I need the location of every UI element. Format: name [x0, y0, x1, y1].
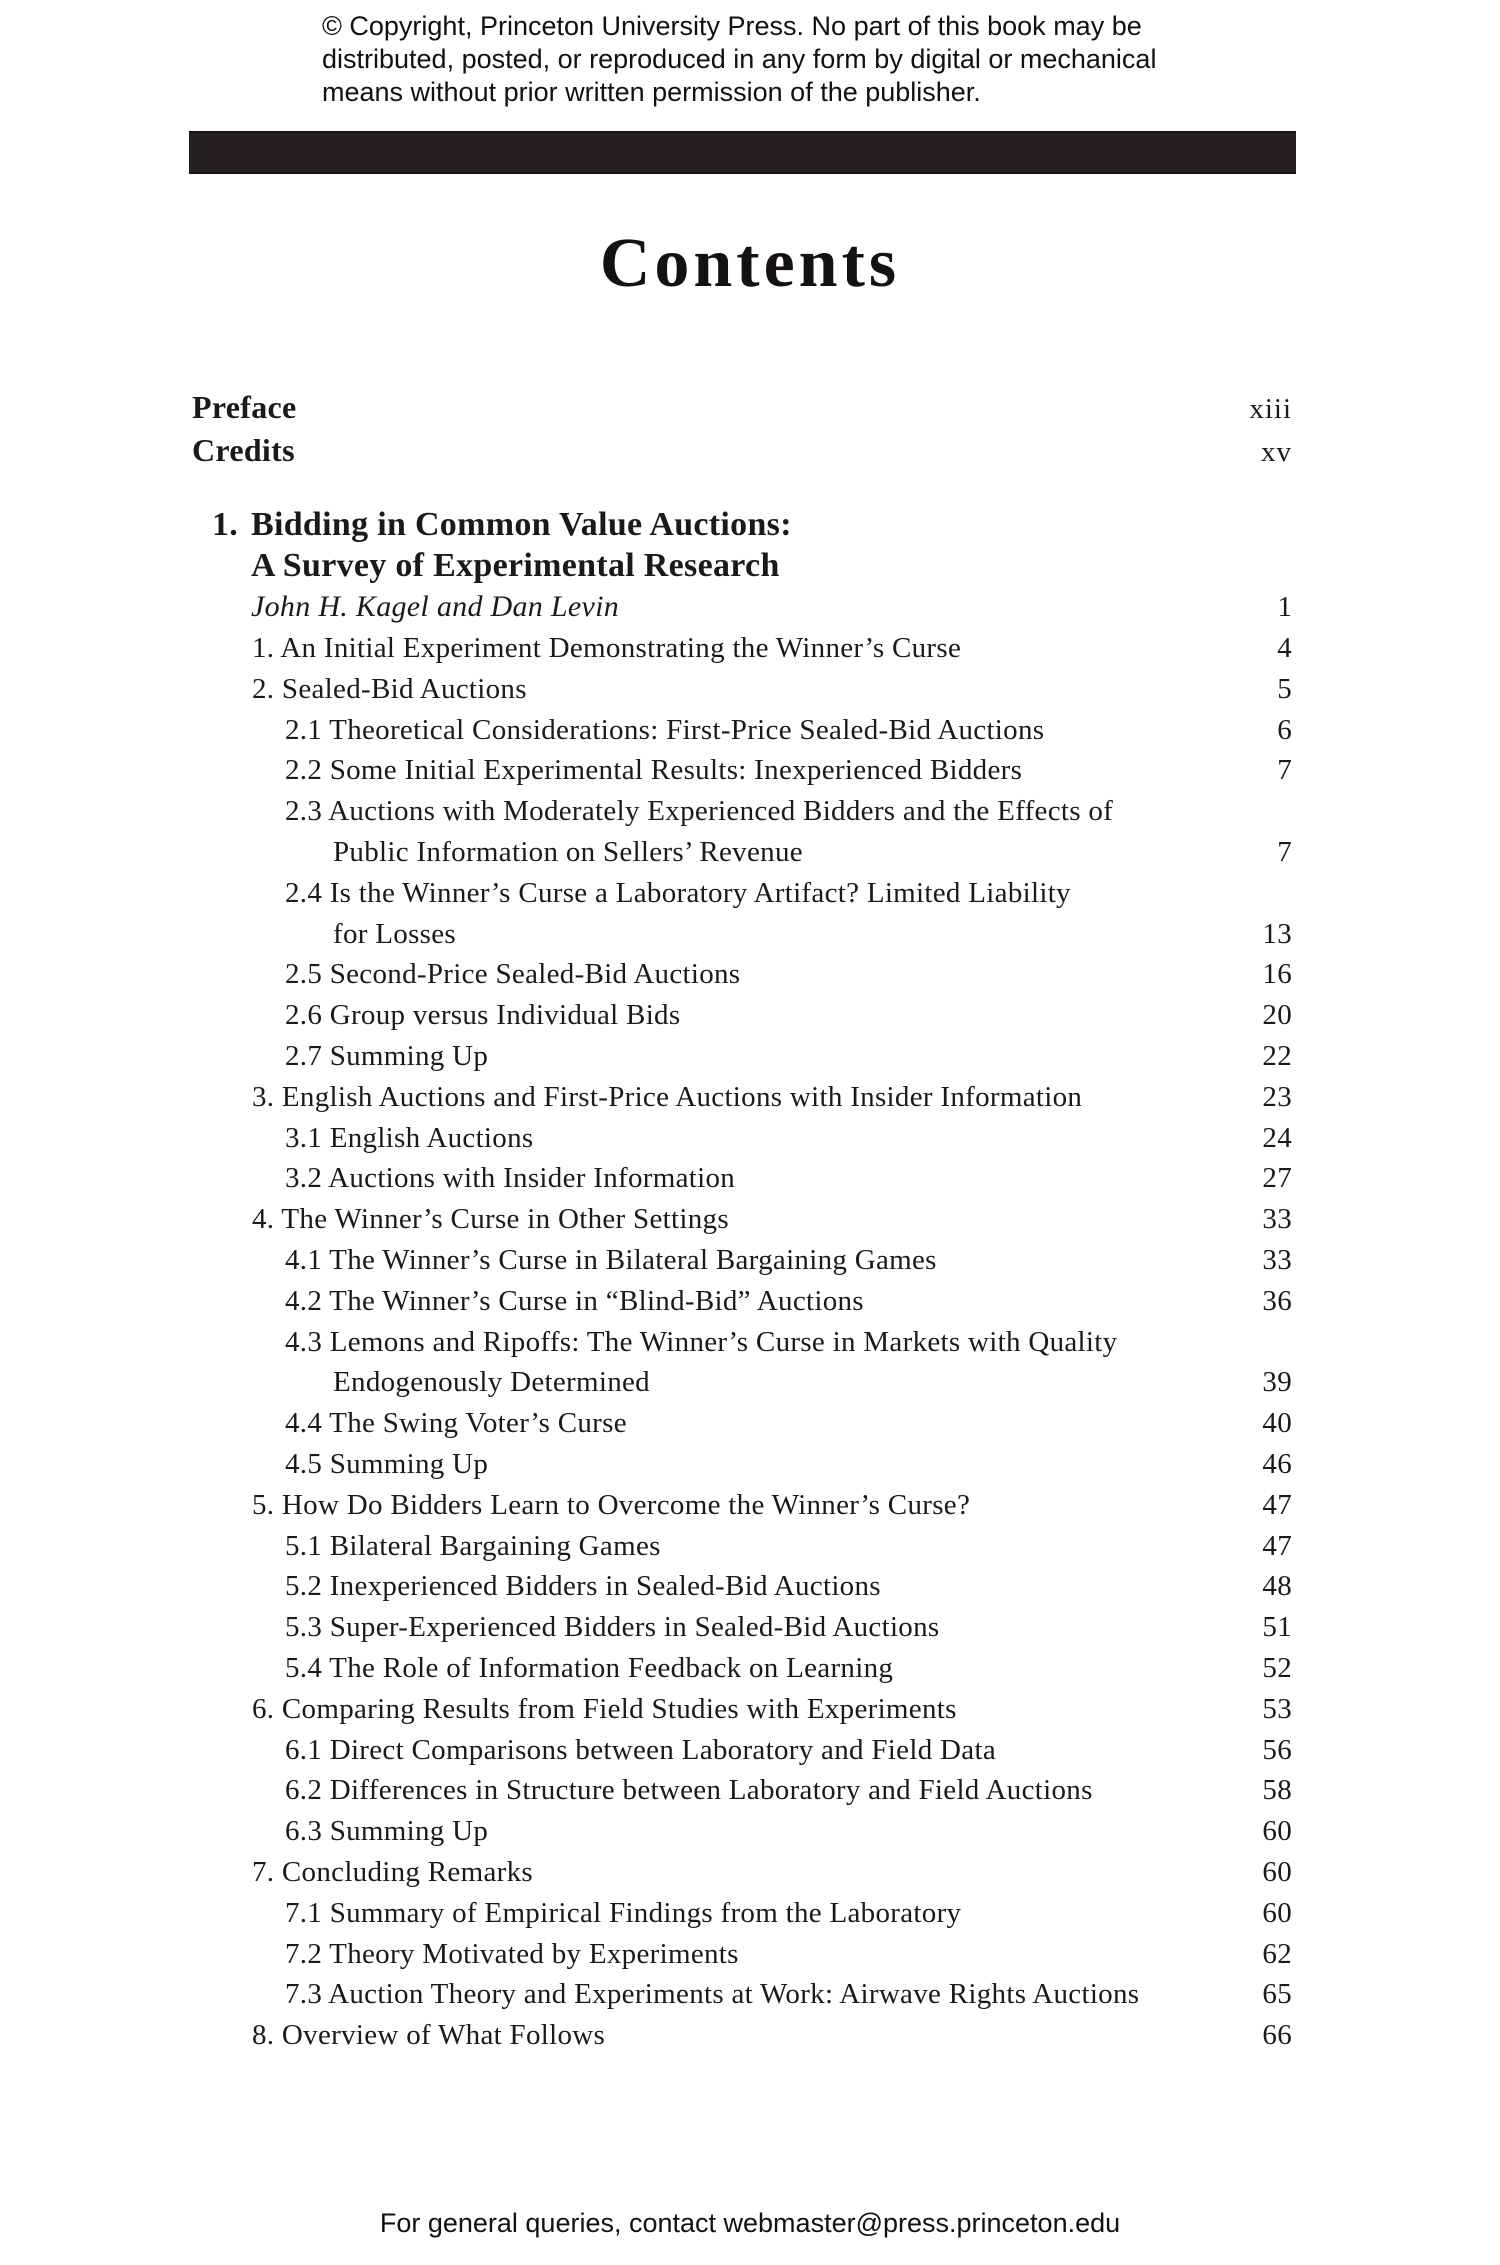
page-title: Contents [599, 225, 901, 302]
chapter-title-text: Bidding in Common Value Auctions: [251, 506, 792, 543]
page-number: 33 [1262, 1243, 1292, 1276]
toc-entry [0, 1485, 1292, 1526]
toc-entry-text: 2.4 Is the Winner’s Curse a Laboratory Artifact? Limited Liability [285, 876, 1071, 909]
toc-entry-text: 6. Comparing Results from Field Studies with Experiments [252, 1692, 957, 1725]
toc-entry [0, 1934, 1292, 1975]
toc-entry [0, 1526, 1292, 1567]
page-number: 20 [1262, 999, 1292, 1032]
toc-entry-text: 2.6 Group versus Individual Bids [285, 999, 681, 1032]
page-number: 46 [1262, 1447, 1292, 1480]
page-number: 23 [1262, 1080, 1292, 1113]
toc-entry-text: 5.2 Inexperienced Bidders in Sealed-Bid Auctions [285, 1570, 881, 1603]
front-matter-label: Credits [192, 432, 295, 468]
page-number: 33 [1262, 1203, 1292, 1236]
toc-entry [0, 1118, 1292, 1159]
toc-entry-text: 5.4 The Role of Information Feedback on Learning [285, 1651, 894, 1684]
page-number: 60 [1262, 1855, 1292, 1888]
toc-entry-text: 3. English Auctions and First-Price Auctions with Insider Information [252, 1080, 1083, 1113]
page-number: 1 [1277, 591, 1292, 623]
toc-entry-text: 5.3 Super-Experienced Bidders in Sealed-Bid Auctions [285, 1611, 940, 1644]
page-number: 65 [1262, 1978, 1292, 2011]
toc-entry [0, 1689, 1292, 1730]
page-number: 4 [1277, 632, 1292, 664]
page-number: 7 [1277, 835, 1292, 868]
page-number: 16 [1262, 958, 1292, 991]
toc-entry [0, 669, 1292, 710]
toc-entry [0, 1199, 1292, 1240]
page-number: 7 [1277, 754, 1292, 787]
page-number: xv [1261, 436, 1292, 468]
toc-entry-text: 2. Sealed-Bid Auctions [252, 672, 527, 705]
page-number: 22 [1262, 1039, 1292, 1072]
page-number: 40 [1262, 1407, 1292, 1440]
toc-entry-text: 4.3 Lemons and Ripoffs: The Winner’s Curse in Markets with Quality [285, 1325, 1118, 1358]
chapter-author-row [0, 586, 1292, 627]
toc-entry-continuation [0, 1362, 1292, 1403]
toc-entry-text: 3.2 Auctions with Insider Information [285, 1162, 736, 1195]
page-number: 5 [1277, 672, 1292, 705]
front-matter-list [192, 389, 1292, 475]
toc-entry [0, 1811, 1292, 1852]
toc-entry-text: 4.2 The Winner’s Curse in “Blind-Bid” Auctions [285, 1284, 864, 1317]
page-number: xiii [1249, 393, 1292, 425]
copyright-line: © Copyright, Princeton University Press. No part of this book may be [322, 11, 1142, 41]
front-matter-item [192, 389, 1292, 432]
page-number: 60 [1262, 1896, 1292, 1929]
page-number: 13 [1262, 917, 1292, 950]
toc-entry-text: 6.2 Differences in Structure between Laboratory and Field Auctions [285, 1774, 1093, 1807]
page-number: 52 [1262, 1651, 1292, 1684]
toc-entry [0, 1322, 1292, 1363]
toc-entry-text: 4.1 The Winner’s Curse in Bilateral Bargaining Games [285, 1243, 937, 1276]
toc-entry-text: 5.1 Bilateral Bargaining Games [285, 1529, 661, 1562]
toc-entry [0, 1444, 1292, 1485]
toc-entry [0, 954, 1292, 995]
page-number: 53 [1262, 1692, 1292, 1725]
page-number: 51 [1262, 1611, 1292, 1644]
toc-entry-text: 6.1 Direct Comparisons between Laboratory and Field Data [285, 1733, 996, 1766]
copyright-line: means without prior written permission of the publisher. [322, 77, 981, 107]
redaction-bar [189, 131, 1296, 174]
toc-entry [0, 1403, 1292, 1444]
toc-entry-text: 8. Overview of What Follows [252, 2019, 606, 2052]
toc-entry-text: Endogenously Determined [333, 1366, 650, 1399]
page-number: 27 [1262, 1162, 1292, 1195]
page-number: 47 [1262, 1488, 1292, 1521]
chapter-title-line-1 [0, 504, 1292, 545]
toc-entry-text: 2.5 Second-Price Sealed-Bid Auctions [285, 958, 741, 991]
page-number: 62 [1262, 1937, 1292, 1970]
toc-entry-text: 2.3 Auctions with Moderately Experienced Bidders and the Effects of [285, 795, 1114, 828]
page-number: 36 [1262, 1284, 1292, 1317]
page-number: 24 [1262, 1121, 1292, 1154]
toc-entry-text: 5. How Do Bidders Learn to Overcome the Winner’s Curse? [252, 1488, 971, 1521]
page-number: 47 [1262, 1529, 1292, 1562]
toc-entry-text: 4. The Winner’s Curse in Other Settings [252, 1203, 729, 1236]
toc-entry [0, 2015, 1292, 2056]
chapter-number: 1. [212, 506, 239, 543]
front-matter-label: Preface [192, 389, 297, 425]
toc-entry-text: 4.5 Summing Up [285, 1447, 489, 1480]
toc-entry [0, 1240, 1292, 1281]
toc-entry-text: 2.1 Theoretical Considerations: First-Price Sealed-Bid Auctions [285, 713, 1045, 746]
toc-entry [0, 873, 1292, 914]
footer-note: For general queries, contact webmaster@press.princeton.edu [379, 2208, 1121, 2238]
toc-entry [0, 1852, 1292, 1893]
page-number: 58 [1262, 1774, 1292, 1807]
toc-entry [0, 1607, 1292, 1648]
toc-entry-text: 4.4 The Swing Voter’s Curse [285, 1407, 627, 1440]
toc-entry-text: 2.2 Some Initial Experimental Results: Inexperienced Bidders [285, 754, 1023, 787]
toc-entry [0, 1770, 1292, 1811]
toc-entry [0, 995, 1292, 1036]
toc-entry [0, 1158, 1292, 1199]
copyright-notice [322, 10, 1222, 109]
toc-entry [0, 628, 1292, 669]
toc-entry [0, 1974, 1292, 2015]
page-number: 56 [1262, 1733, 1292, 1766]
toc-entry [0, 710, 1292, 751]
toc-entry-text: 2.7 Summing Up [285, 1039, 489, 1072]
toc-entry-text: 7.1 Summary of Empirical Findings from the Laboratory [285, 1896, 962, 1929]
toc-entry-continuation [0, 914, 1292, 955]
page-number: 60 [1262, 1815, 1292, 1848]
page-number: 39 [1262, 1366, 1292, 1399]
chapter-authors: John H. Kagel and Dan Levin [251, 590, 620, 623]
toc-entry [0, 1036, 1292, 1077]
front-matter-item [192, 432, 1292, 475]
chapter-heading [0, 504, 1292, 627]
toc-list [0, 628, 1292, 2056]
copyright-line: distributed, posted, or reproduced in any form by digital or mechanical [322, 44, 1157, 74]
toc-entry-text: 7. Concluding Remarks [252, 1855, 533, 1888]
toc-entry [0, 1730, 1292, 1771]
toc-entry [0, 1566, 1292, 1607]
toc-entry-text: 7.2 Theory Motivated by Experiments [285, 1937, 739, 1970]
toc-entry-text: 6.3 Summing Up [285, 1815, 489, 1848]
toc-entry-continuation [0, 832, 1292, 873]
toc-entry [0, 1281, 1292, 1322]
toc-entry-text: 3.1 English Auctions [285, 1121, 534, 1154]
toc-entry-text: Public Information on Sellers’ Revenue [333, 835, 803, 868]
toc-entry [0, 791, 1292, 832]
toc-entry-text: 7.3 Auction Theory and Experiments at Work: Airwave Rights Auctions [285, 1978, 1140, 2011]
page-number: 6 [1277, 713, 1292, 746]
toc-entry [0, 1648, 1292, 1689]
page-number: 66 [1262, 2019, 1292, 2052]
toc-entry [0, 1893, 1292, 1934]
chapter-title-line-2: A Survey of Experimental Research [251, 547, 780, 584]
page-number: 48 [1262, 1570, 1292, 1603]
toc-entry [0, 750, 1292, 791]
toc-entry [0, 1077, 1292, 1118]
toc-entry-text: for Losses [333, 917, 457, 950]
toc-entry-text: 1. An Initial Experiment Demonstrating the Winner’s Curse [252, 632, 962, 664]
